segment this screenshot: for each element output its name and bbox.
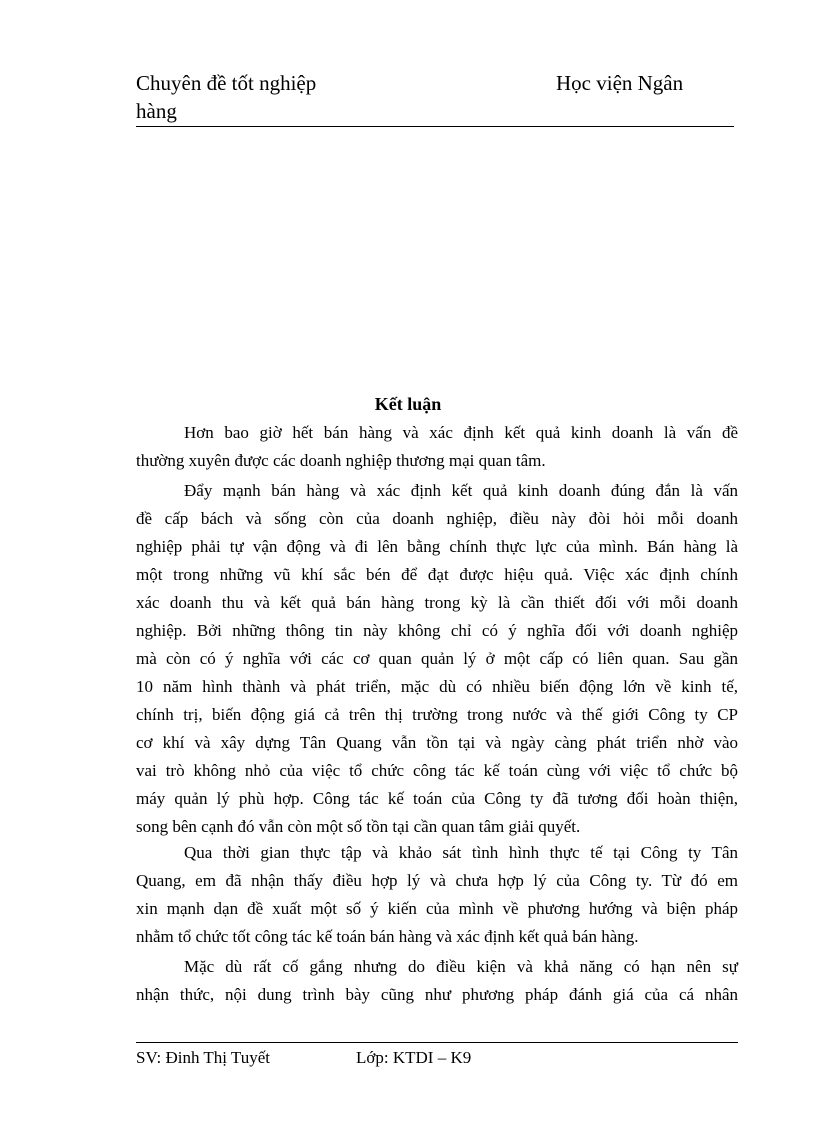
- paragraph-4: [136, 953, 738, 1009]
- text-line: một trong những vũ khí sắc bén để đạt được hiệu quả. Việc xác định chính: [136, 565, 738, 584]
- text-line: Quang, em đã nhận thấy điều hợp lý và chưa hợp lý của Công ty. Từ đó em: [136, 871, 738, 890]
- text-line: Đẩy mạnh bán hàng và xác định kết quả kinh doanh đúng đắn là vấn: [184, 481, 738, 500]
- text-line: máy quản lý phù hợp. Công tác kế toán của Công ty đã tương đối hoàn thiện,: [136, 789, 738, 808]
- text-line: song bên cạnh đó vẫn còn một số tồn tại cần quan tâm giải quyết.: [136, 817, 581, 836]
- text-line: đề cấp bách và sống còn của doanh nghiệp, điều này đòi hỏi mỗi doanh: [136, 509, 738, 528]
- text-line: nhằm tổ chức tốt công tác kế toán bán hàng và xác định kết quả bán hàng.: [136, 927, 639, 946]
- text-line: mà còn có ý nghĩa với các cơ quan quản lý ở một cấp có liên quan. Sau gần: [136, 649, 738, 668]
- text-line: 10 năm hình thành và phát triển, mặc dù có nhiều biến động lớn về kinh tế,: [136, 677, 738, 696]
- paragraph-1: [136, 419, 738, 475]
- text-line: Qua thời gian thực tập và khảo sát tình hình thực tế tại Công ty Tân: [184, 843, 738, 862]
- text-line: xác doanh thu và kết quả bán hàng trong kỳ là cần thiết đối với mỗi doanh: [136, 593, 738, 612]
- text-line: thường xuyên được các doanh nghiệp thương mại quan tâm.: [136, 451, 546, 470]
- header-thesis-label-cont: hàng: [136, 99, 177, 123]
- text-line: cơ khí và xây dựng Tân Quang vẫn tồn tại và ngày càng phát triển nhờ vào: [136, 733, 738, 752]
- text-line: xin mạnh dạn đề xuất một số ý kiến của mình về phương hướng và biện pháp: [136, 899, 738, 918]
- text-line: Hơn bao giờ hết bán hàng và xác định kết quả kinh doanh là vấn đề: [184, 423, 738, 442]
- text-line: chính trị, biến động giá cả trên thị trường trong nước và thế giới Công ty CP: [136, 705, 738, 724]
- header-thesis-label: Chuyên đề tốt nghiệp: [136, 71, 317, 95]
- paragraph-3: [136, 839, 738, 951]
- text-line: nghiệp phải tự vận động và đi lên bằng chính thực lực của mình. Bán hàng là: [136, 537, 738, 556]
- text-line: nghiệp. Bởi những thông tin này không chỉ có ý nghĩa đối với doanh nghiệp: [136, 621, 738, 640]
- header-divider: [136, 126, 734, 127]
- header-institution: Học viện Ngân: [556, 71, 684, 95]
- footer-class: Lớp: KTDI – K9: [356, 1048, 472, 1067]
- text-line: nhận thức, nội dung trình bày cũng như phương pháp đánh giá của cá nhân: [136, 985, 738, 1004]
- section-title: Kết luận: [374, 394, 442, 414]
- footer-divider: [136, 1042, 738, 1043]
- text-line: Mặc dù rất cố gắng nhưng do điều kiện và khả năng có hạn nên sự: [184, 957, 738, 976]
- text-line: vai trò không nhỏ của việc tổ chức công tác kế toán cùng với việc tổ chức bộ: [136, 761, 738, 780]
- footer-student-name: SV: Đinh Thị Tuyết: [136, 1048, 270, 1067]
- paragraph-2: [136, 477, 738, 841]
